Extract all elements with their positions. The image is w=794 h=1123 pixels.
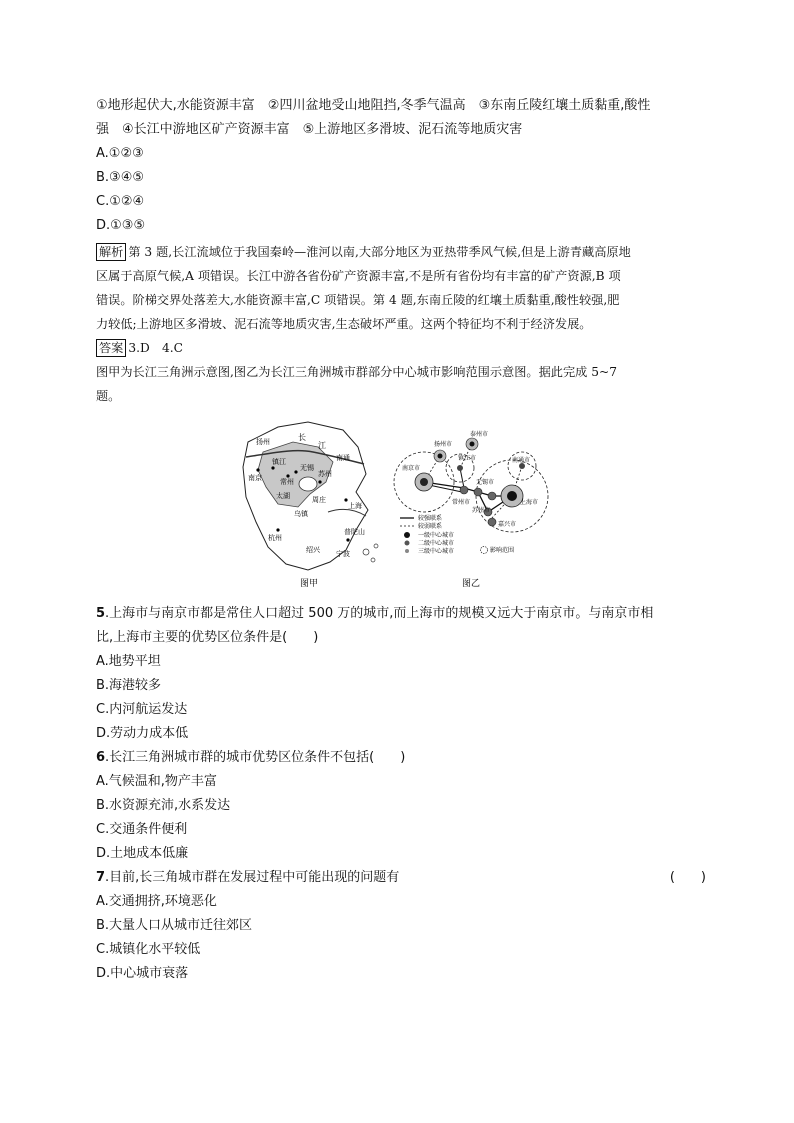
- legend-range: 影响范围: [490, 547, 515, 554]
- q6-choice-c: C.交通条件便利: [96, 822, 188, 837]
- explanation-line: 区属于高原气候,A 项错误。长江中游各省份矿产资源丰富,不是所有省份均有丰富的矿产资源,B 项: [96, 269, 621, 283]
- city-changzhou: 常州市: [452, 499, 471, 506]
- q5-choice-b: B.海港较多: [96, 678, 162, 693]
- figure-a-caption: 图甲: [300, 579, 319, 589]
- city-nanjing: 南京市: [402, 465, 421, 472]
- label-zhouzhuang: 周庄: [312, 496, 326, 504]
- label-suzhou: 苏州: [318, 470, 332, 478]
- q6-choice-a: A.气候温和,物产丰富: [96, 774, 217, 789]
- label-zhenjiang: 镇江: [272, 458, 286, 466]
- choice-b: B.③④⑤: [96, 170, 145, 185]
- questions-block: [96, 602, 706, 986]
- q7-choice-a: A.交通拥挤,环境恶化: [96, 894, 217, 909]
- q7-stem: .目前,长三角城市群在发展过程中可能出现的问题有: [105, 870, 400, 885]
- explanation-line: 力较低;上游地区多滑坡、泥石流等地质灾害,生态破坏严重。这两个特征均不利于经济发展。: [96, 317, 592, 331]
- answer-text: 3.D 4.C: [128, 341, 183, 355]
- options-line: ①地形起伏大,水能资源丰富 ②四川盆地受山地阻挡,冬季气温高 ③东南丘陵红壤土质黏重,酸性: [96, 98, 651, 113]
- legend-strong: 较强联系: [418, 515, 443, 522]
- choice-a: A.①②③: [96, 146, 144, 161]
- label-nantong: 南通: [336, 454, 350, 462]
- label-shanghai: 上海: [348, 502, 362, 510]
- q7-choice-b: B.大量人口从城市迁往郊区: [96, 918, 253, 933]
- label-nanjing: 南京: [248, 474, 262, 482]
- city-taizhou: 泰州市: [470, 431, 489, 438]
- q7-choice-d: D.中心城市衰落: [96, 966, 189, 981]
- q5-choice-d: D.劳动力成本低: [96, 726, 189, 741]
- q6-number: 6: [96, 750, 106, 765]
- legend-level1: 一级中心城市: [418, 532, 455, 539]
- q6-stem: .长江三角洲城市群的城市优势区位条件不包括( ): [105, 750, 406, 765]
- figure-b-caption: 图乙: [462, 579, 481, 589]
- explanation-line: 第 3 题,长江流域位于我国秦岭—淮河以南,大部分地区为亚热带季风气候,但是上游青藏高原地: [128, 245, 631, 259]
- q6-choice-b: B.水资源充沛,水系发达: [96, 798, 231, 813]
- intro-line: 图甲为长江三角洲示意图,图乙为长江三角洲城市群部分中心城市影响范围示意图。据此完成 5~7: [96, 365, 617, 379]
- label-wuxi: 无锡: [300, 464, 314, 472]
- q5-stem: 比,上海市主要的优势区位条件是( ): [96, 630, 319, 645]
- label-changzhou: 常州: [280, 478, 294, 486]
- label-shaoxing: 绍兴: [306, 546, 320, 554]
- legend-level2: 二级中心城市: [418, 540, 455, 547]
- q5-choice-c: C.内河航运发达: [96, 702, 188, 717]
- city-shanghai: 上海市: [520, 499, 539, 506]
- legend-weak: 较弱联系: [418, 523, 443, 530]
- options-line: 强 ④长江中游地区矿产资源丰富 ⑤上游地区多滑坡、泥石流等地质灾害: [96, 122, 523, 137]
- legend-level3: 三级中心城市: [418, 548, 455, 555]
- city-suzhou: 苏州市: [472, 507, 491, 514]
- city-wuxi: 无锡市: [476, 479, 495, 486]
- label-ningbo: 宁波: [336, 550, 350, 558]
- q7-answer-paren: ( ): [669, 870, 706, 885]
- prev-question-block: [96, 94, 706, 238]
- city-nantong: 南通市: [512, 457, 531, 464]
- answer-tag: 答案: [96, 339, 126, 357]
- label-taihu: 太湖: [276, 492, 290, 500]
- city-yangzhou: 扬州市: [434, 441, 453, 448]
- label-river-chang: 长: [298, 433, 306, 442]
- q5-stem: .上海市与南京市都是常住人口超过 500 万的城市,而上海市的规模又远大于南京市。与南京市相: [105, 606, 654, 621]
- choice-d: D.①③⑤: [96, 218, 146, 233]
- intro-line: 题。: [96, 389, 121, 403]
- label-yangzhou: 扬州: [256, 438, 270, 446]
- figure-a-map: [238, 412, 388, 592]
- label-river-jiang: 江: [318, 441, 326, 450]
- explanation-tag: 解析: [96, 243, 126, 261]
- q7-choice-c: C.城镇化水平较低: [96, 942, 201, 957]
- explanation-line: 错误。阶梯交界处落差大,水能资源丰富,C 项错误。第 4 题,东南丘陵的红壤土质黏重,酸性较强,肥: [96, 293, 620, 307]
- explanation-block: [96, 240, 706, 408]
- choice-c: C.①②④: [96, 194, 145, 209]
- label-hangzhou: 杭州: [268, 534, 282, 542]
- label-wuzhen: 乌镇: [294, 510, 308, 518]
- q5-choice-a: A.地势平坦: [96, 654, 161, 669]
- city-zhenjiang: 镇江市: [458, 455, 477, 462]
- q6-choice-d: D.土地成本低廉: [96, 846, 189, 861]
- label-putuoshan: 普陀山: [344, 528, 365, 536]
- q5-number: 5: [96, 606, 106, 621]
- q7-number: 7: [96, 870, 106, 885]
- city-jiaxing: 嘉兴市: [498, 521, 517, 528]
- figure-b-network: [392, 412, 562, 592]
